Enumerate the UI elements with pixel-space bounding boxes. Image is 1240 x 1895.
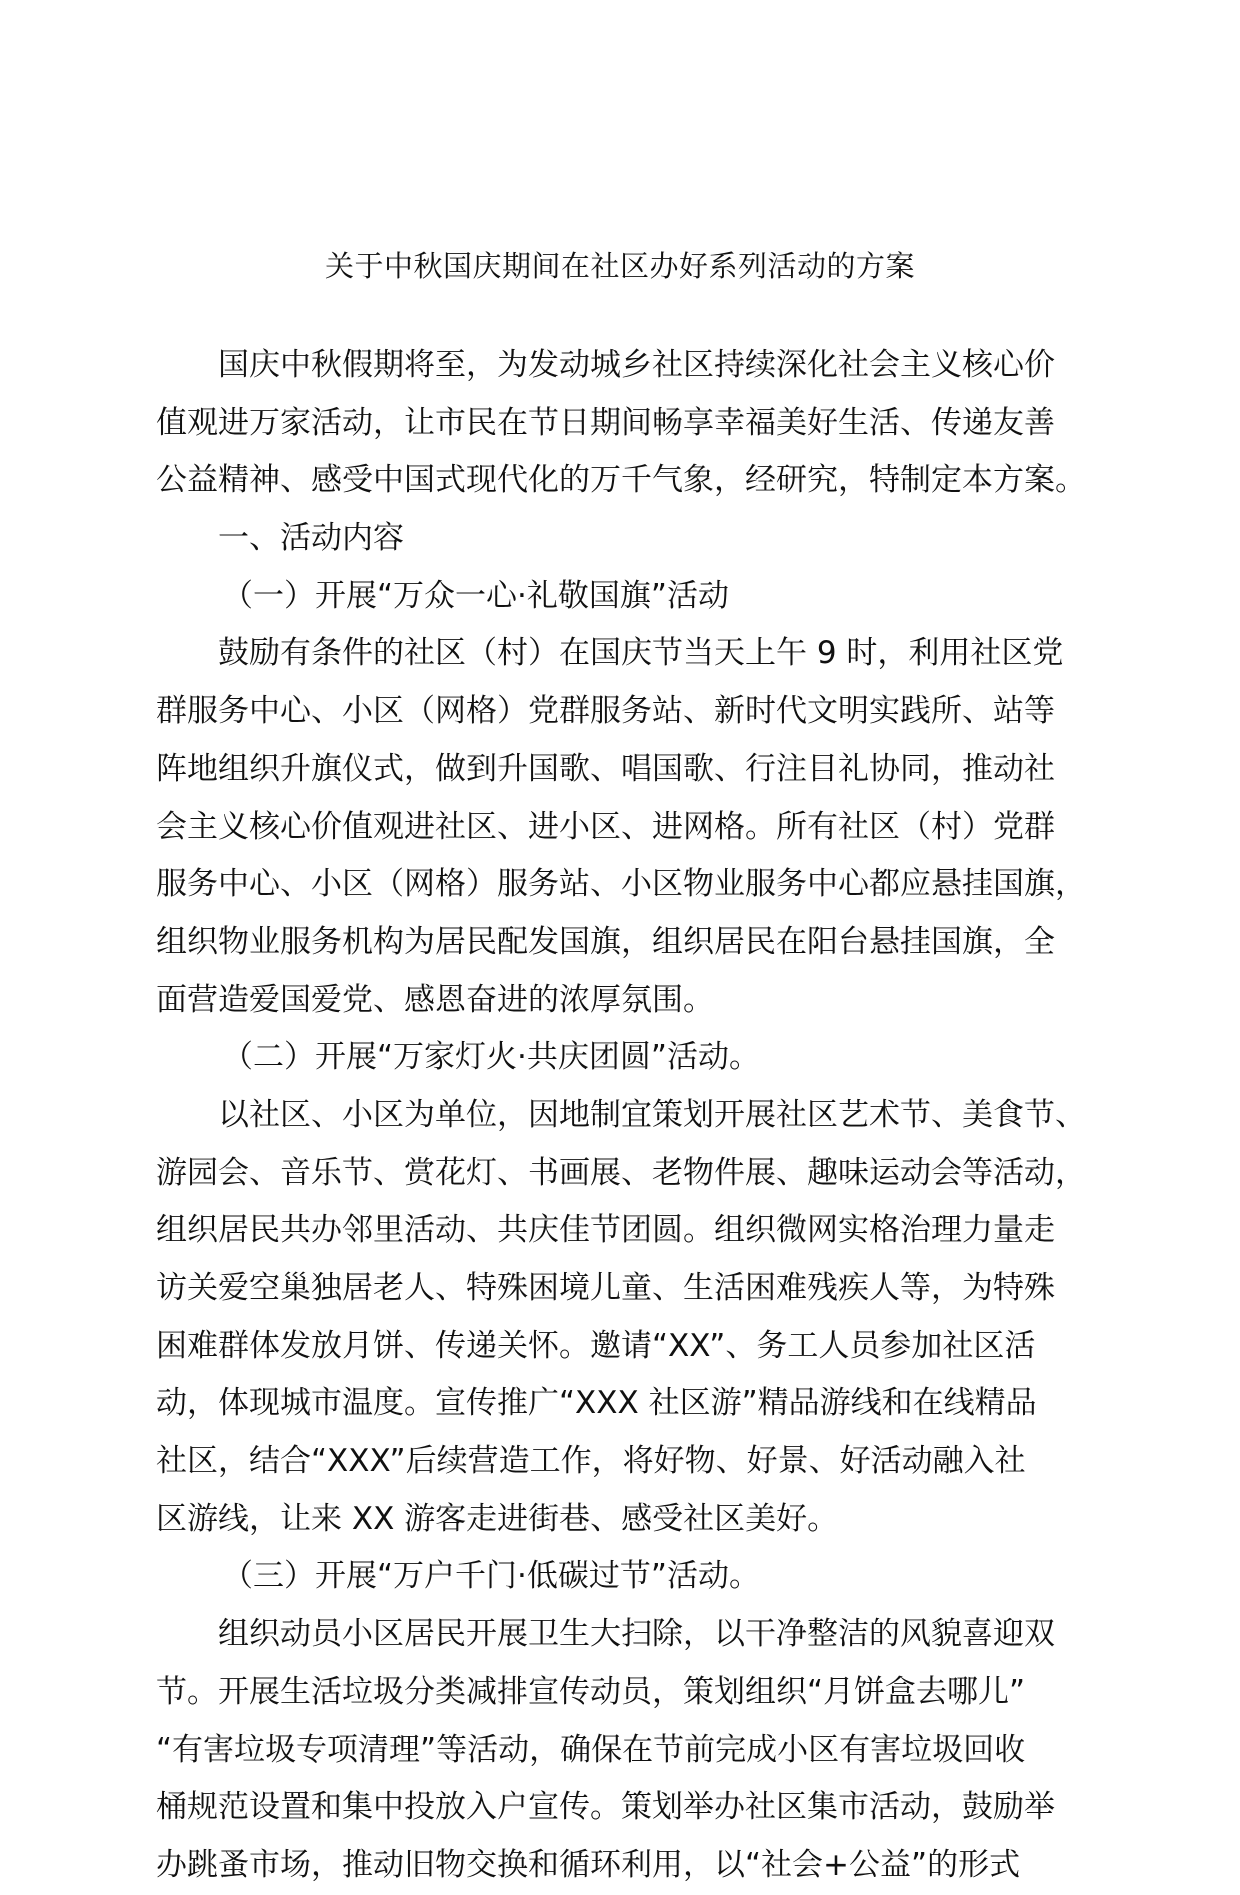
paragraph-line: 会主义核心价值观进社区、进小区、进网格。所有社区（村）党群 xyxy=(156,808,1055,845)
paragraph-line: 群服务中心、小区（网格）党群服务站、新时代文明实践所、站等 xyxy=(156,693,1055,730)
paragraph-line: 困难群体发放月饼、传递关怀。邀请“XX”、务工人员参加社区活 xyxy=(156,1327,1036,1364)
paragraph-line: 办跳蚤市场，推动旧物交换和循环利用，以“社会+公益”的形式 xyxy=(156,1846,1021,1883)
document-title: 关于中秋国庆期间在社区办好系列活动的方案 xyxy=(324,249,915,283)
paragraph-line: “有害垃圾专项清理”等活动，确保在节前完成小区有害垃圾回收 xyxy=(156,1731,1026,1768)
paragraph-line: 公益精神、感受中国式现代化的万千气象，经研究，特制定本方案。 xyxy=(156,462,1086,499)
paragraph-line: 区游线，让来 XX 游客走进街巷、感受社区美好。 xyxy=(156,1500,839,1537)
paragraph-line: 鼓励有条件的社区（村）在国庆节当天上午 9 时，利用社区党 xyxy=(218,635,1064,672)
subsection-heading: （三）开展“万户千门·低碳过节”活动。 xyxy=(222,1558,760,1595)
paragraph-line: 节。开展生活垃圾分类减排宣传动员，策划组织“月饼盒去哪儿” xyxy=(156,1673,1026,1710)
paragraph-line: 桶规范设置和集中投放入户宣传。策划举办社区集市活动，鼓励举 xyxy=(156,1789,1055,1826)
subsection-heading: （一）开展“万众一心·礼敬国旗”活动 xyxy=(222,577,729,614)
paragraph-line: 国庆中秋假期将至，为发动城乡社区持续深化社会主义核心价 xyxy=(218,347,1055,383)
paragraph-line: 组织居民共办邻里活动、共庆佳节团圆。组织微网实格治理力量走 xyxy=(156,1212,1055,1249)
paragraph-line: 值观进万家活动，让市民在节日期间畅享幸福美好生活、传递友善 xyxy=(156,404,1055,441)
paragraph-line: 阵地组织升旗仪式，做到升国歌、唱国歌、行注目礼协同，推动社 xyxy=(156,750,1055,787)
paragraph-line: 面营造爱国爱党、感恩奋进的浓厚氛围。 xyxy=(156,981,714,1018)
paragraph-line: 访关爱空巢独居老人、特殊困境儿童、生活困难残疾人等，为特殊 xyxy=(156,1270,1055,1306)
paragraph-line: 动，体现城市温度。宣传推广“XXX 社区游”精品游线和在线精品 xyxy=(156,1385,1037,1422)
paragraph-line: 组织动员小区居民开展卫生大扫除，以干净整洁的风貌喜迎双 xyxy=(218,1616,1055,1653)
paragraph-line: 社区，结合“XXX”后续营造工作，将好物、好景、好活动融入社 xyxy=(156,1443,1026,1480)
subsection-heading: （二）开展“万家灯火·共庆团圆”活动。 xyxy=(222,1039,760,1076)
paragraph-line: 以社区、小区为单位，因地制宜策划开展社区艺术节、美食节、 xyxy=(218,1096,1086,1133)
paragraph-line: 游园会、音乐节、赏花灯、书画展、老物件展、趣味运动会等活动， xyxy=(156,1154,1086,1191)
document-body xyxy=(156,337,1086,1895)
paragraph-line: 组织物业服务机构为居民配发国旗，组织居民在阳台悬挂国旗，全 xyxy=(156,923,1055,960)
section-heading: 一、活动内容 xyxy=(218,520,404,557)
paragraph-line: 服务中心、小区（网格）服务站、小区物业服务中心都应悬挂国旗， xyxy=(156,866,1086,903)
